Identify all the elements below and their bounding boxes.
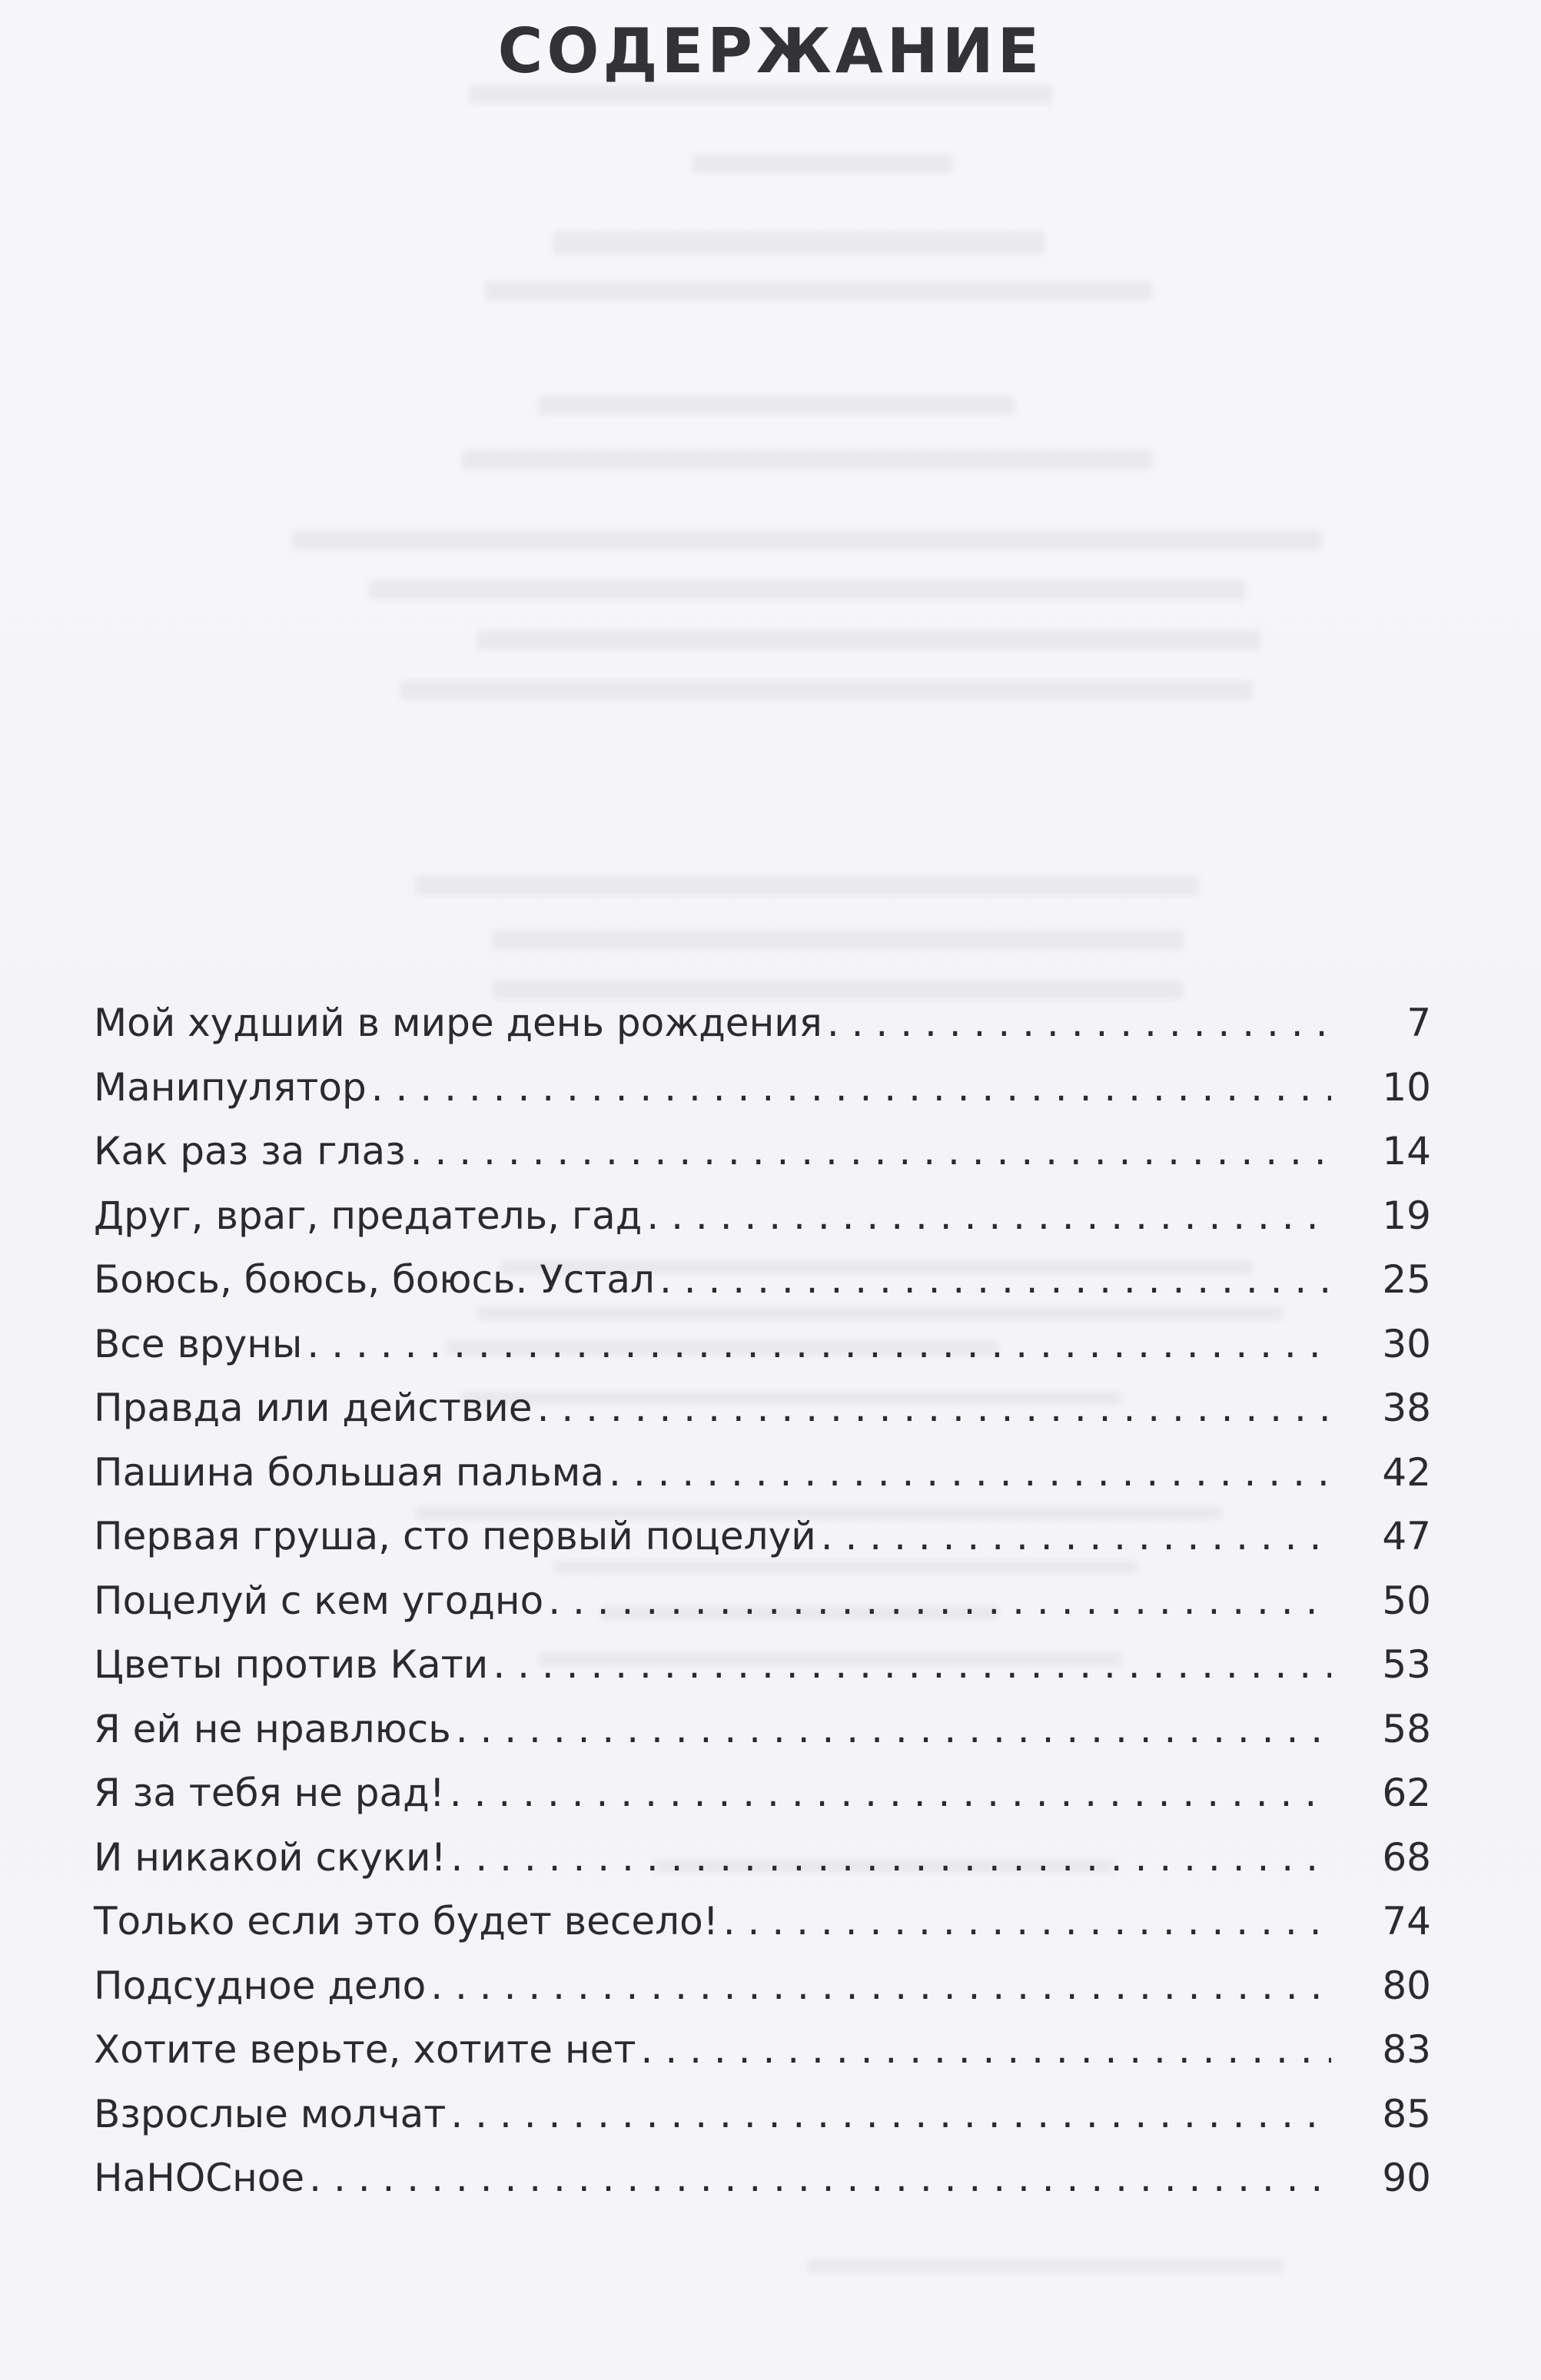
toc-entry-title: Правда или действие [94,1386,533,1430]
toc-entry [94,1386,1431,1450]
toc-entry [94,1450,1431,1515]
toc-entry [94,1322,1431,1386]
toc-entry-title: Друг, враг, предатель, гад [94,1193,643,1238]
toc-entry-title: Все вруны [94,1321,303,1366]
toc-entry-page: 85 [1382,2091,1431,2136]
toc-entry-title: Боюсь, боюсь, боюсь. Устал [94,1257,655,1302]
toc-entry-title: Только если это будет весело! [94,1899,719,1944]
toc-entry-page: 58 [1382,1706,1431,1751]
toc-entry [94,1193,1431,1258]
dot-leader [493,1642,1331,1687]
dot-leader [451,1835,1331,1880]
table-of-contents [94,1001,1431,2220]
toc-entry [94,2092,1431,2156]
toc-entry [94,1514,1431,1578]
toc-entry [94,1001,1431,1065]
toc-entry-title: Взрослые молчат [94,2091,447,2136]
toc-entry-title: Я ей не нравлюсь [94,1706,451,1751]
toc-entry [94,1771,1431,1835]
toc-entry-title: Цветы против Кати [94,1642,489,1687]
toc-entry [94,1899,1431,1963]
dot-leader [430,1963,1331,2008]
toc-entry-page: 25 [1382,1257,1431,1302]
toc-entry-page: 7 [1406,1001,1431,1045]
toc-entry [94,1835,1431,1900]
dot-leader [646,1193,1331,1238]
dot-leader [450,2092,1331,2136]
toc-entry [94,1963,1431,2028]
toc-entry-page: 42 [1382,1449,1431,1495]
toc-entry [94,1707,1431,1771]
toc-entry-title: Подсудное дело [94,1963,427,2008]
toc-entry-page: 62 [1382,1771,1431,1815]
toc-entry [94,1065,1431,1130]
toc-entry-page: 38 [1382,1386,1431,1430]
dot-leader [548,1578,1331,1623]
toc-entry-page: 80 [1382,1963,1431,2008]
toc-entry-page: 14 [1382,1129,1431,1173]
dot-leader [821,1514,1331,1558]
dot-leader [456,1707,1331,1751]
toc-entry-title: Мой худший в мире день рождения [94,1001,822,1045]
toc-entry-title: Пашина большая пальма [94,1449,605,1495]
toc-entry-page: 47 [1382,1514,1431,1558]
dot-leader [641,2027,1331,2072]
toc-entry-title: Как раз за глаз [94,1129,406,1173]
toc-entry-page: 68 [1382,1834,1431,1880]
dot-leader [609,1450,1331,1495]
dot-leader [307,1322,1331,1366]
toc-entry-title: Поцелуй с кем угодно [94,1578,544,1623]
toc-entry [94,1642,1431,1707]
dot-leader [659,1257,1331,1302]
dot-leader [827,1001,1331,1045]
toc-entry [94,1257,1431,1322]
toc-entry-title: Хотите верьте, хотите нет [94,2027,636,2072]
toc-entry-page: 19 [1382,1193,1431,1238]
toc-entry [94,2027,1431,2092]
toc-entry-page: 53 [1382,1642,1431,1687]
dot-leader [309,2156,1331,2200]
toc-entry-title: НаНОСное [94,2156,305,2200]
toc-entry-title: Первая груша, сто первый поцелуй [94,1514,816,1558]
dot-leader [410,1129,1331,1173]
toc-entry-title: Манипулятор [94,1064,367,1110]
toc-entry-title: И никакой скуки! [94,1834,447,1880]
toc-entry-page: 90 [1382,2156,1431,2200]
dot-leader [371,1065,1331,1110]
toc-entry [94,1578,1431,1643]
page-title: СОДЕРЖАНИЕ [497,15,1044,87]
toc-entry-page: 74 [1382,1899,1431,1944]
dot-leader [723,1899,1331,1944]
toc-entry-page: 30 [1382,1321,1431,1366]
toc-entry [94,2156,1431,2220]
toc-entry-page: 50 [1382,1578,1431,1623]
toc-entry [94,1129,1431,1193]
dot-leader [450,1771,1331,1815]
toc-entry-title: Я за тебя не рад! [94,1771,445,1815]
toc-entry-page: 10 [1382,1064,1431,1110]
toc-entry-page: 83 [1382,2027,1431,2072]
dot-leader [537,1386,1331,1430]
